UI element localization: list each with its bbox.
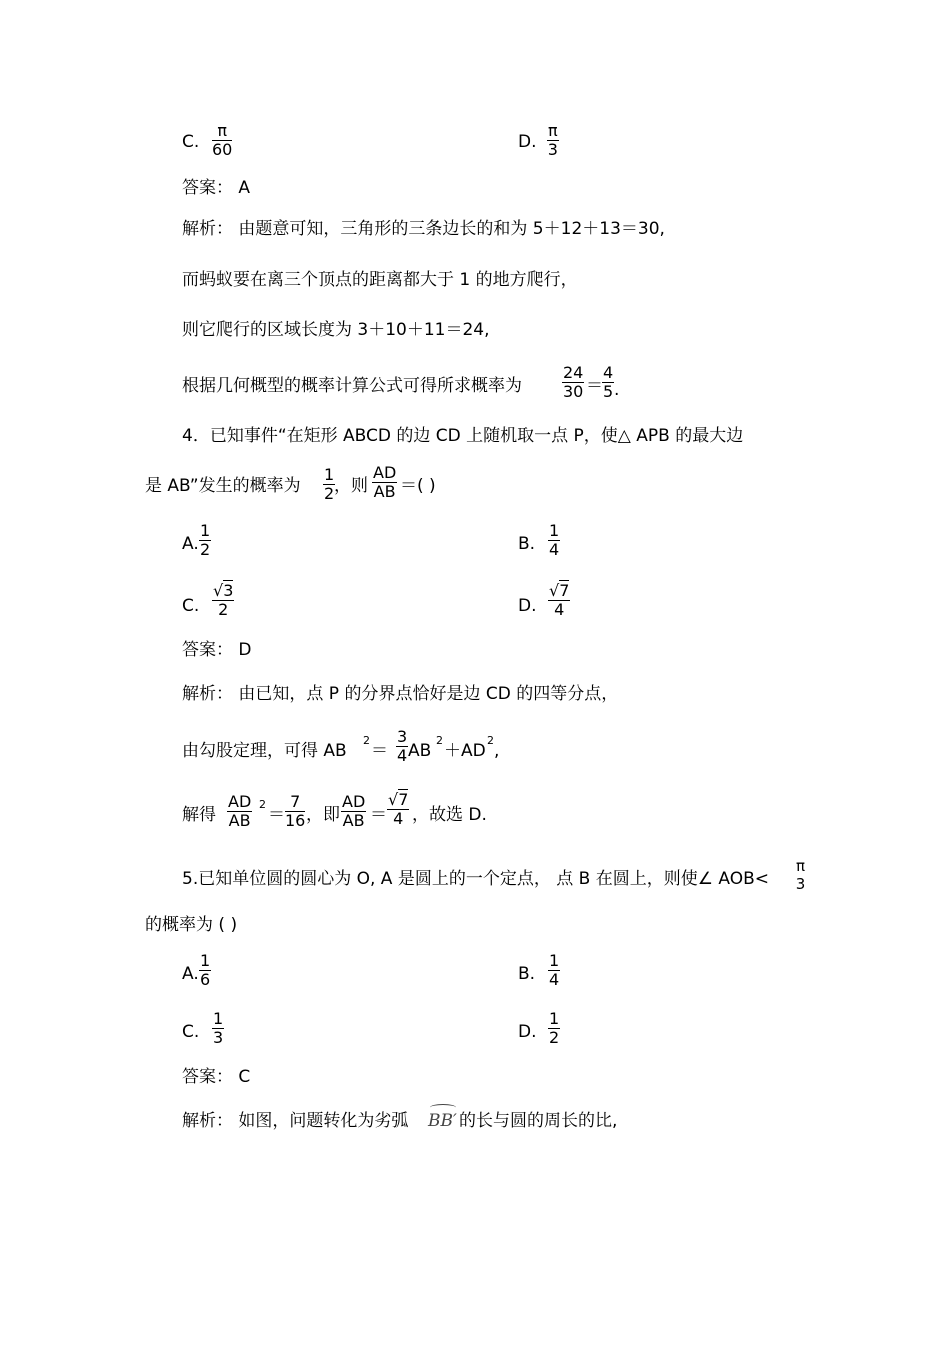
q5-option-d-fraction bbox=[548, 1010, 560, 1047]
q5-option-c-denominator: 3 bbox=[213, 1028, 224, 1047]
q4-sol2-sup-1: 2 bbox=[363, 734, 370, 747]
q3-prob-fraction-2-denominator: 5 bbox=[603, 382, 614, 401]
q4-ad-ab-numerator: AD bbox=[373, 463, 397, 482]
q5-option-b-numerator: 1 bbox=[549, 951, 560, 970]
arc-icon bbox=[430, 1104, 456, 1111]
q5-solution-line-1b: 的长与圆的周长的比, bbox=[459, 1111, 618, 1131]
q4-sol2-sup-3: 2 bbox=[487, 734, 494, 747]
q5-option-a-denominator: 6 bbox=[200, 970, 211, 989]
q5-option-a-label: A. bbox=[182, 964, 199, 984]
q4-sol2-sup-2: 2 bbox=[436, 734, 443, 747]
q4-sol3-fraction-1-numerator: AD bbox=[228, 792, 252, 811]
q4-sol3-fraction-1 bbox=[227, 793, 252, 830]
q3-option-d-label: D. bbox=[518, 132, 537, 152]
q5-option-b-fraction bbox=[548, 952, 560, 989]
q4-sol3-fraction-1-denominator: AB bbox=[228, 811, 251, 830]
q3-prob-fraction-2 bbox=[602, 364, 614, 401]
q4-answer: 答案： D bbox=[182, 640, 252, 660]
q4-sol3-fraction-4 bbox=[387, 791, 409, 828]
q3-option-c-denominator: 60 bbox=[212, 140, 233, 159]
q5-option-d-denominator: 2 bbox=[549, 1028, 560, 1047]
q4-option-c-denominator: 2 bbox=[218, 600, 229, 619]
q5-option-a-fraction bbox=[199, 952, 211, 989]
q3-prob-fraction-1-numerator: 24 bbox=[563, 363, 584, 382]
q4-solution-line-2b: ＝ bbox=[371, 741, 388, 761]
q5-solution-line-1a: 解析： 如图，问题转化为劣弧 bbox=[182, 1111, 409, 1131]
q4-solution-line-2d: ＋AD bbox=[444, 741, 486, 761]
q3-prob-fraction-1 bbox=[562, 364, 584, 401]
q4-option-d-numerator bbox=[548, 582, 570, 601]
q4-option-d-label: D. bbox=[518, 596, 537, 616]
q5-option-a-numerator: 1 bbox=[200, 951, 211, 970]
q4-sol3-fraction-3 bbox=[341, 793, 366, 830]
q4-option-a-fraction bbox=[199, 522, 211, 559]
q4-ad-ab-fraction bbox=[372, 464, 397, 501]
q4-solution-line-3e: ，故选 D. bbox=[412, 805, 487, 825]
q4-option-b-label: B. bbox=[518, 534, 536, 554]
q4-sol3-fraction-2-numerator: 7 bbox=[285, 793, 305, 812]
q5-option-d-label: D. bbox=[518, 1022, 537, 1042]
q4-stem-line-2c: ＝( ) bbox=[400, 476, 436, 496]
q4-sol3-fraction-2 bbox=[285, 793, 305, 830]
q5-option-d-numerator: 1 bbox=[549, 1009, 560, 1028]
q4-sol3-fraction-4-denominator: 4 bbox=[393, 809, 404, 828]
q3-prob-period: . bbox=[614, 380, 620, 400]
q3-solution-line-2: 而蚂蚁要在离三个顶点的距离都大于 1 的地方爬行， bbox=[182, 270, 578, 290]
q3-option-c-label: C. bbox=[182, 132, 200, 152]
q4-stem-line-2a: 是 AB”发生的概率为 bbox=[145, 476, 301, 496]
q5-option-b-label: B. bbox=[518, 964, 536, 984]
q3-option-d-fraction bbox=[547, 122, 559, 159]
q5-stem-line-1: 5.已知单位圆的圆心为 O, A 是圆上的一个定点， 点 B 在圆上，则使∠ AOB< bbox=[182, 869, 769, 889]
q4-sol2-denominator: 4 bbox=[397, 746, 408, 765]
q5-option-b-denominator: 4 bbox=[549, 970, 560, 989]
q3-solution-line-1: 解析： 由题意可知，三角形的三条边长的和为 5＋12＋13＝30, bbox=[182, 219, 665, 239]
q3-prob-fraction-2-numerator: 4 bbox=[603, 363, 614, 382]
q4-solution-line-2a: 由勾股定理，可得 AB bbox=[182, 741, 347, 761]
q5-pi-third-numerator: π bbox=[796, 857, 806, 875]
q4-option-c-radicand: 3 bbox=[223, 581, 234, 600]
q4-solution-line-1: 解析： 由已知，点 P 的分界点恰好是边 CD 的四等分点， bbox=[182, 684, 619, 704]
q5-pi-third-denominator: 3 bbox=[795, 875, 806, 893]
q4-sol2-numerator: 3 bbox=[397, 727, 408, 746]
q3-prob-fraction-1-denominator: 30 bbox=[563, 382, 584, 401]
q5-pi-third-fraction bbox=[795, 857, 806, 893]
q5-answer: 答案： C bbox=[182, 1067, 251, 1087]
q4-option-b-denominator: 4 bbox=[549, 540, 560, 559]
q5-stem-line-2: 的概率为 ( ) bbox=[145, 915, 238, 935]
q4-sol3-fraction-2-denominator: 16 bbox=[285, 811, 306, 830]
q4-option-a-label: A. bbox=[182, 534, 199, 554]
q4-option-d-fraction bbox=[548, 582, 570, 619]
q3-option-d-numerator: π bbox=[548, 121, 558, 140]
q3-solution-line-4: 根据几何概型的概率计算公式可得所求概率为 bbox=[182, 376, 522, 396]
q4-option-c-fraction bbox=[212, 582, 234, 619]
q5-option-c-numerator: 1 bbox=[213, 1009, 224, 1028]
q4-sol3-fraction-3-numerator: AD bbox=[342, 792, 366, 811]
q4-half-denominator: 2 bbox=[324, 484, 335, 503]
q3-prob-equals: ＝ bbox=[586, 376, 603, 396]
q4-option-c-label: C. bbox=[182, 596, 200, 616]
q5-option-c-fraction bbox=[212, 1010, 224, 1047]
q4-solution-line-2c: AB bbox=[408, 741, 432, 761]
q5-arc-label: BB′ bbox=[428, 1111, 457, 1131]
q4-solution-line-2e: , bbox=[494, 741, 500, 761]
q4-sol3-fraction-3-denominator: AB bbox=[342, 811, 365, 830]
sqrt-icon: √ bbox=[549, 581, 560, 600]
q4-solution-line-3c: ，即 bbox=[306, 805, 340, 825]
sqrt-icon: √ bbox=[213, 581, 224, 600]
q4-solution-line-3b: ＝ bbox=[268, 805, 285, 825]
q3-solution-line-3: 则它爬行的区域长度为 3＋10＋11＝24, bbox=[182, 320, 490, 340]
q4-solution-line-3d: ＝ bbox=[370, 805, 387, 825]
q4-ad-ab-denominator: AB bbox=[373, 482, 396, 501]
q3-option-c-numerator: π bbox=[212, 122, 232, 141]
q3-option-d-denominator: 3 bbox=[547, 140, 558, 159]
q4-sol3-sup: 2 bbox=[259, 798, 266, 811]
q4-solution-line-3a: 解得 bbox=[182, 805, 216, 825]
q4-option-c-numerator bbox=[212, 582, 234, 601]
q4-option-b-numerator: 1 bbox=[549, 521, 560, 540]
q4-sol3-fraction-4-numerator bbox=[387, 791, 409, 810]
q4-option-a-denominator: 2 bbox=[200, 540, 211, 559]
q4-option-b-fraction bbox=[548, 522, 560, 559]
q4-sol2-fraction bbox=[396, 728, 408, 765]
q3-answer: 答案： A bbox=[182, 178, 251, 198]
q4-option-d-denominator: 4 bbox=[554, 600, 565, 619]
q4-option-a-numerator: 1 bbox=[200, 521, 211, 540]
q4-half-numerator: 1 bbox=[324, 465, 335, 484]
sqrt-icon: √ bbox=[388, 790, 399, 809]
q3-option-c-fraction bbox=[212, 122, 232, 159]
q4-stem-line-1: 4．已知事件“在矩形 ABCD 的边 CD 上随机取一点 P，使△ APB 的最大边 bbox=[182, 426, 744, 446]
q4-stem-line-2b: ，则 bbox=[334, 476, 368, 496]
q4-option-d-radicand: 7 bbox=[559, 581, 570, 600]
q5-option-c-label: C. bbox=[182, 1022, 200, 1042]
q4-sol3-radicand: 7 bbox=[398, 790, 409, 809]
